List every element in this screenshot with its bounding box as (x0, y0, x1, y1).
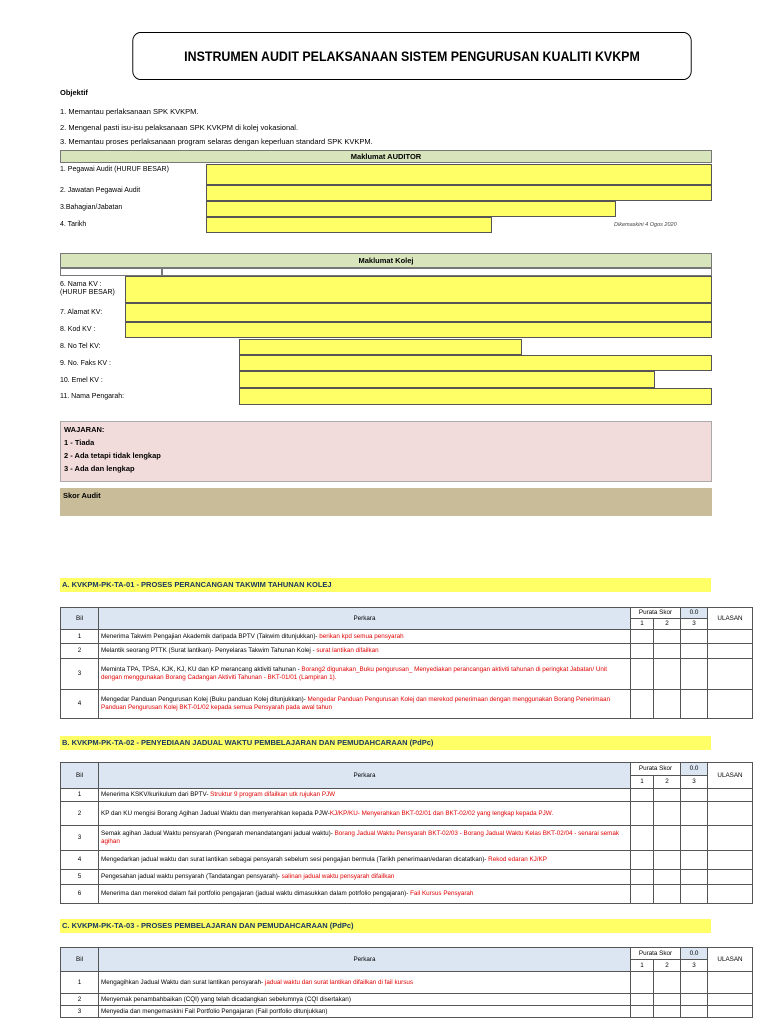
kolej-label-address: 7. Alamat KV: (60, 309, 103, 316)
score-cell-3[interactable] (681, 826, 708, 851)
score-cell-2[interactable] (654, 802, 681, 826)
ulasan-cell[interactable] (708, 630, 753, 644)
wajaran-heading: WAJARAN: (64, 425, 105, 434)
section-a-table (60, 607, 753, 719)
score-cell-3[interactable] (681, 885, 708, 904)
row-bil: 1 (61, 789, 99, 802)
score-cell-1[interactable] (631, 994, 654, 1006)
ulasan-cell[interactable] (708, 789, 753, 802)
score-cell-1[interactable] (631, 972, 654, 994)
row-bil: 4 (61, 851, 99, 870)
bil-header: Bil (61, 948, 99, 972)
ulasan-cell[interactable] (708, 802, 753, 826)
row-bil: 3 (61, 659, 99, 690)
row-perkara: Menyemak penambahbaikan (CQI) yang telah dicadangkan sebelumnya (CQI disertakan) (99, 994, 631, 1006)
score-header-2: 2 (654, 619, 681, 630)
ulasan-cell[interactable] (708, 870, 753, 885)
ulasan-cell[interactable] (708, 659, 753, 690)
wajaran-item: 1 - Tiada (64, 438, 95, 447)
auditor-position-field[interactable] (206, 185, 712, 201)
score-cell-3[interactable] (681, 659, 708, 690)
director-name-field[interactable] (239, 388, 712, 405)
score-cell-3[interactable] (681, 972, 708, 994)
table-row (61, 1006, 753, 1018)
score-header-3: 3 (681, 619, 708, 630)
auditor-label-1: 1. Pegawai Audit (HURUF BESAR) (60, 166, 169, 173)
score-cell-3[interactable] (681, 644, 708, 659)
score-cell-1[interactable] (631, 630, 654, 644)
row-bil: 5 (61, 870, 99, 885)
score-cell-3[interactable] (681, 994, 708, 1006)
purata-skor-label: Purata Skor (631, 948, 681, 960)
skor-audit-label: Skor Audit (63, 491, 101, 500)
score-cell-1[interactable] (631, 802, 654, 826)
kolej-header: Maklumat Kolej (60, 253, 712, 268)
objektif-item-3: 3. Memantau proses perlaksanaan program selaras dengan keperluan standard SPK KVKPM. (60, 137, 373, 146)
row-bil: 1 (61, 972, 99, 994)
score-cell-2[interactable] (654, 851, 681, 870)
college-name-field[interactable] (125, 276, 712, 303)
ulasan-cell[interactable] (708, 994, 753, 1006)
section-b-table (60, 762, 753, 904)
perkara-header: Perkara (99, 948, 631, 972)
table-row (61, 789, 753, 802)
score-cell-2[interactable] (654, 630, 681, 644)
table-row (61, 630, 753, 644)
auditor-label-4: 4. Tarikh (60, 221, 87, 228)
row-bil: 1 (61, 630, 99, 644)
kolej-blank-cell (162, 268, 712, 276)
score-header-2: 2 (654, 960, 681, 972)
score-cell-1[interactable] (631, 690, 654, 719)
kolej-blank-cell (60, 268, 162, 276)
row-perkara: Pengesahan jadual waktu pensyarah (Tandatangan pensyarah)- salinan jadual waktu pensyarah difailkan (99, 870, 631, 885)
skor-audit-panel (60, 488, 712, 516)
ulasan-cell[interactable] (708, 885, 753, 904)
ulasan-cell[interactable] (708, 851, 753, 870)
row-perkara: Mengedar Panduan Pengurusan Kolej (Buku panduan Kolej ditunjukkan)- Mengedar Panduan Pengurusan Kolej dan merekod penerimaan dengan menggunakan Borang Penerimaan Panduan Pengurusan Kolej BKT-01/02 kepada semua Pensyarah pada awal tahun (99, 690, 631, 719)
score-cell-3[interactable] (681, 1006, 708, 1018)
purata-skor-value: 0.0 (681, 763, 708, 776)
score-cell-2[interactable] (654, 826, 681, 851)
ulasan-header: ULASAN (708, 608, 753, 630)
row-perkara: Menyedia dan mengemaskini Fail Portfolio Pengajaran (Fail portfolio ditunjukkan) (99, 1006, 631, 1018)
score-cell-2[interactable] (654, 789, 681, 802)
kolej-label-phone: 8. No Tel KV: (60, 343, 101, 350)
row-perkara: KP dan KU mengisi Borang Agihan Jadual Waktu dan menyerahkan kepada PJW-KJ/KP/KU- Menyerahkan BKT-02/01 dan BKT-02/02 yang lengkap kepada PJW. (99, 802, 631, 826)
ulasan-header: ULASAN (708, 763, 753, 789)
row-perkara: Menerima Takwim Pengajian Akademik daripada BPTV (Takwim ditunjukkan)- berikan kpd semua pensyarah (99, 630, 631, 644)
score-cell-1[interactable] (631, 644, 654, 659)
table-row (61, 690, 753, 719)
score-cell-3[interactable] (681, 690, 708, 719)
objektif-heading: Objektif (60, 88, 88, 97)
score-cell-3[interactable] (681, 851, 708, 870)
row-perkara: Mengedarkan jadual waktu dan surat lantikan sebagai pensyarah sebelum sesi pengajian bermula (Tarikh penerimaan/edaran dicatatkan)- Rekod edaran KJ/KP (99, 851, 631, 870)
table-row (61, 802, 753, 826)
auditor-name-field[interactable] (206, 164, 712, 185)
college-address-field[interactable] (125, 303, 712, 322)
score-header-1: 1 (631, 776, 654, 789)
row-bil: 2 (61, 994, 99, 1006)
auditor-label-3: 3.Bahagian/Jabatan (60, 204, 123, 211)
table-row (61, 826, 753, 851)
college-email-field[interactable] (239, 371, 655, 388)
score-cell-3[interactable] (681, 630, 708, 644)
section-c-title: C. KVKPM-PK-TA-03 - PROSES PEMBELAJARAN DAN PEMUDAHCARAAN (PdPc) (60, 919, 711, 933)
section-b-title: B. KVKPM-PK-TA-02 - PENYEDIAAN JADUAL WAKTU PEMBELAJARAN DAN PEMUDAHCARAAN (PdPc) (60, 736, 711, 750)
kolej-label-fax: 9. No. Faks KV : (60, 360, 111, 367)
bil-header: Bil (61, 763, 99, 789)
row-bil: 3 (61, 1006, 99, 1018)
row-bil: 2 (61, 802, 99, 826)
score-cell-2[interactable] (654, 659, 681, 690)
score-header-2: 2 (654, 776, 681, 789)
college-phone-field[interactable] (239, 339, 522, 355)
score-cell-2[interactable] (654, 972, 681, 994)
score-cell-1[interactable] (631, 851, 654, 870)
score-cell-3[interactable] (681, 789, 708, 802)
score-cell-1[interactable] (631, 1006, 654, 1018)
score-cell-1[interactable] (631, 826, 654, 851)
score-cell-1[interactable] (631, 659, 654, 690)
score-header-3: 3 (681, 776, 708, 789)
wajaran-item: 2 - Ada tetapi tidak lengkap (64, 451, 161, 460)
kolej-label-code: 8. Kod KV : (60, 326, 96, 333)
row-perkara: Menerima dan merekod dalam fail portfolio pengajaran (jadual waktu dimasukkan dalam potrfolio pengajaran)- Fail Kursus Pensyarah (99, 885, 631, 904)
score-header-3: 3 (681, 960, 708, 972)
perkara-header: Perkara (99, 763, 631, 789)
auditor-label-2: 2. Jawatan Pegawai Audit (60, 187, 141, 194)
college-fax-field[interactable] (239, 355, 712, 371)
ulasan-cell[interactable] (708, 644, 753, 659)
bil-header: Bil (61, 608, 99, 630)
objektif-item-2: 2. Mengenal pasti isu-isu pelaksanaan SPK KVKPM di kolej vokasional. (60, 123, 299, 132)
auditor-header: Maklumat AUDITOR (60, 150, 712, 163)
kolej-label-name: 6. Nama KV : (HURUF BESAR) (60, 281, 115, 296)
score-cell-2[interactable] (654, 994, 681, 1006)
table-row (61, 972, 753, 994)
objektif-item-1: 1. Memantau perlaksanaan SPK KVKPM. (60, 107, 199, 116)
score-cell-1[interactable] (631, 885, 654, 904)
section-a-title: A. KVKPM-PK-TA-01 - PROSES PERANCANGAN TAKWIM TAHUNAN KOLEJ (60, 578, 711, 592)
row-bil: 2 (61, 644, 99, 659)
table-row (61, 885, 753, 904)
updated-note: Dikemaskini 4 Ogos 2020 (614, 222, 677, 228)
ulasan-header: ULASAN (708, 948, 753, 972)
score-cell-2[interactable] (654, 690, 681, 719)
purata-skor-value: 0.0 (681, 948, 708, 960)
score-cell-2[interactable] (654, 870, 681, 885)
ulasan-cell[interactable] (708, 972, 753, 994)
table-row (61, 870, 753, 885)
table-row (61, 994, 753, 1006)
score-cell-1[interactable] (631, 870, 654, 885)
kolej-label-email: 10. Emel KV : (60, 377, 103, 384)
score-header-1: 1 (631, 960, 654, 972)
table-row (61, 644, 753, 659)
row-perkara: Menerima KSKV/kurikulum dari BPTV- Struktur 9 program difailkan utk rujukan PJW (99, 789, 631, 802)
score-cell-1[interactable] (631, 789, 654, 802)
auditor-department-field[interactable] (206, 201, 616, 217)
ulasan-cell[interactable] (708, 1006, 753, 1018)
audit-date-field[interactable] (206, 217, 492, 233)
table-row (61, 659, 753, 690)
wajaran-legend (60, 421, 712, 482)
section-c-table (60, 947, 753, 1018)
page-title: INSTRUMEN AUDIT PELAKSANAAN SISTEM PENGURUSAN KUALITI KVKPM (132, 32, 691, 80)
college-code-field[interactable] (125, 322, 712, 338)
score-cell-2[interactable] (654, 1006, 681, 1018)
ulasan-cell[interactable] (708, 690, 753, 719)
perkara-header: Perkara (99, 608, 631, 630)
score-cell-2[interactable] (654, 644, 681, 659)
row-bil: 4 (61, 690, 99, 719)
row-perkara: Mengagihkan Jadual Waktu dan surat lantikan pensyarah- jadual waktu dan surat lantikan difailkan di fail kursus (99, 972, 631, 994)
score-cell-2[interactable] (654, 885, 681, 904)
kolej-label-director: 11. Nama Pengarah: (60, 393, 125, 400)
purata-skor-value: 0.0 (681, 608, 708, 619)
score-cell-3[interactable] (681, 802, 708, 826)
row-perkara: Meminta TPA, TPSA, KJK, KJ, KU dan KP merancang aktiviti tahunan - Borang2 digunakan_Buku pengurusan_ Menyediakan perancangan aktiviti tahunan di peringkat Jabatan/ Unit dengan menggunakan Borang Cadangan Aktiviti Tahunan - BKT-01/01 (Lampiran 1). (99, 659, 631, 690)
table-row (61, 851, 753, 870)
row-perkara: Melantik seorang PTTK (Surat lantikan)- Penyelaras Takwim Tahunan Kolej - surat lantikan difailkan (99, 644, 631, 659)
wajaran-item: 3 - Ada dan lengkap (64, 464, 135, 473)
purata-skor-label: Purata Skor (631, 763, 681, 776)
row-perkara: Semak agihan Jadual Waktu pensyarah (Pengarah menandatangani jadual waktu)- Borang Jadual Waktu Pensyarah BKT-02/03 - Borang Jadual Waktu Kelas BKT-02/04 - senarai semak agihan (99, 826, 631, 851)
score-header-1: 1 (631, 619, 654, 630)
ulasan-cell[interactable] (708, 826, 753, 851)
row-bil: 6 (61, 885, 99, 904)
row-bil: 3 (61, 826, 99, 851)
score-cell-3[interactable] (681, 870, 708, 885)
purata-skor-label: Purata Skor (631, 608, 681, 619)
